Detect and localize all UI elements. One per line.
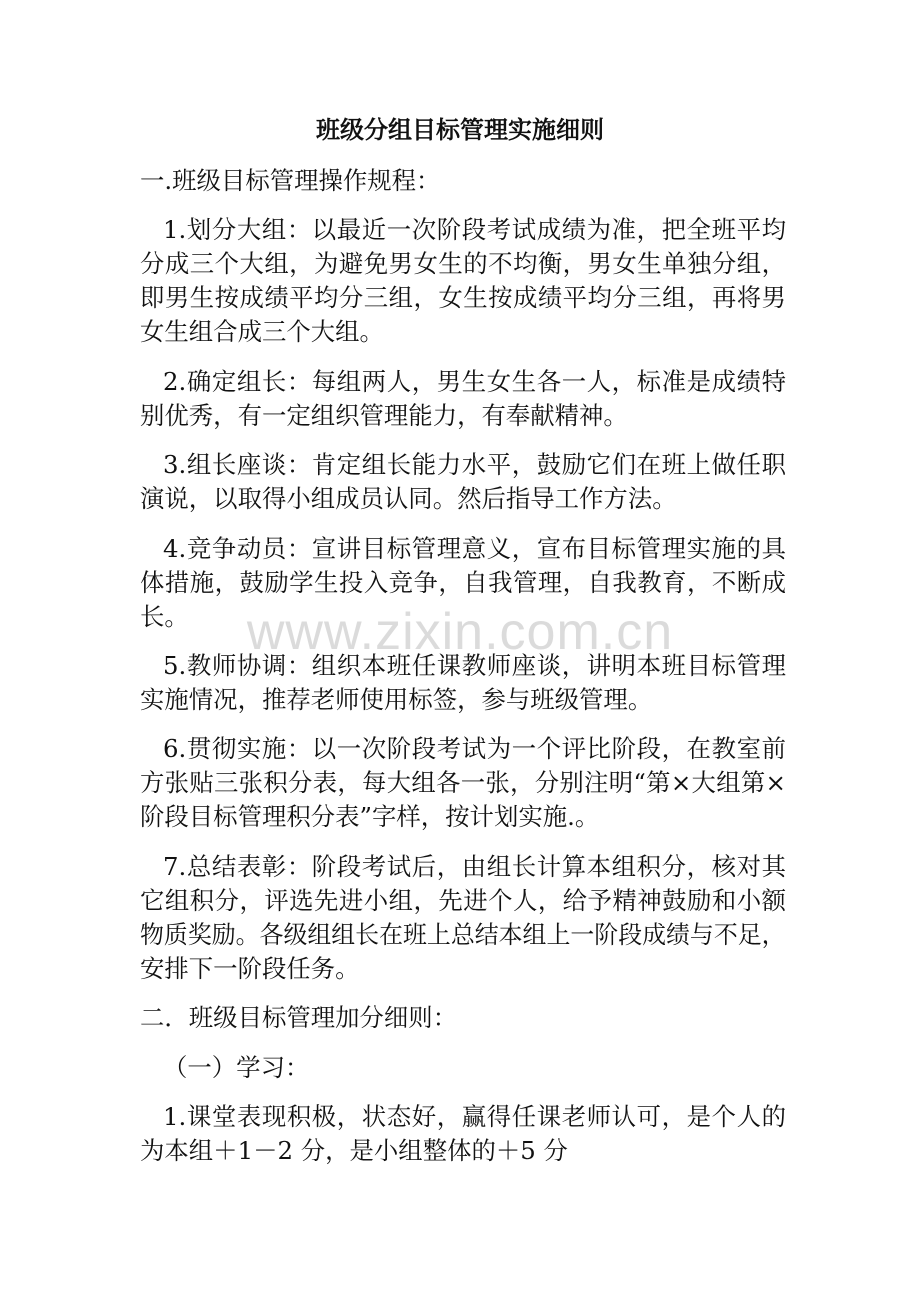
text-line: 1.划分大组：以最近一次阶段考试成绩为准，把全班平均	[163, 215, 786, 245]
text-line: 实施情况，推荐老师使用标签，参与班级管理。	[140, 684, 653, 714]
clause-paragraph	[140, 448, 786, 516]
sub-heading: （一）学习：	[163, 1052, 310, 1082]
text-line: 为本组＋1－2 分，是小组整体的＋5 分	[140, 1135, 568, 1165]
text-line: 长。	[140, 601, 189, 631]
text-line: 女生组合成三个大组。	[140, 317, 384, 347]
text-line: 7.总结表彰：阶段考试后，由组长计算本组积分，核对其	[163, 851, 786, 881]
text-line: 即男生按成绩平均分三组，女生按成绩平均分三组，再将男	[140, 283, 786, 313]
clause-paragraph	[140, 213, 786, 349]
text-line: 3.组长座谈：肯定组长能力水平，鼓励它们在班上做任职	[163, 450, 786, 480]
document-title: 班级分组目标管理实施细则	[316, 116, 604, 144]
clause-paragraph	[140, 649, 786, 717]
text-line: 2.确定组长：每组两人，男生女生各一人，标准是成绩特	[163, 366, 786, 396]
clause-paragraph	[140, 732, 786, 834]
text-line: 5.教师协调：组织本班任课教师座谈，讲明本班目标管理	[163, 650, 786, 680]
section-heading: 一.班级目标管理操作规程：	[140, 166, 441, 195]
clause-paragraph	[140, 532, 786, 634]
text-line: 物质奖励。各级组组长在班上总结本组上一阶段成绩与不足，	[140, 919, 786, 949]
watermark: www.zixin.com.cn	[246, 603, 674, 661]
text-line: 6.贯彻实施：以一次阶段考试为一个评比阶段，在教室前	[163, 734, 786, 764]
text-line: 方张贴三张积分表，每大组各一张，分别注明“第×大组第×	[140, 768, 786, 798]
text-line: 别优秀，有一定组织管理能力，有奉献精神。	[140, 400, 628, 430]
document-body	[140, 164, 786, 1168]
text-line: 分成三个大组，为避免男女生的不均衡，男女生单独分组，	[140, 249, 786, 279]
text-line: 演说，以取得小组成员认同。然后指导工作方法。	[140, 484, 677, 514]
text-line: 1.课堂表现积极，状态好，赢得任课老师认可，是个人的	[163, 1101, 786, 1131]
text-line: 它组积分，评选先进小组，先进个人，给予精神鼓励和小额	[140, 885, 786, 915]
clause-paragraph	[140, 365, 786, 433]
text-line: 4.竞争动员：宣讲目标管理意义，宣布目标管理实施的具	[163, 533, 786, 563]
clause-paragraph	[140, 1100, 786, 1168]
text-line: 体措施，鼓励学生投入竞争，自我管理，自我教育，不断成	[140, 567, 786, 597]
text-line: 阶段目标管理积分表”字样，按计划实施.。	[140, 802, 600, 832]
text-line: 安排下一阶段任务。	[140, 953, 360, 983]
section-heading: 二．班级目标管理加分细则：	[140, 1003, 458, 1033]
clause-paragraph	[140, 850, 786, 986]
